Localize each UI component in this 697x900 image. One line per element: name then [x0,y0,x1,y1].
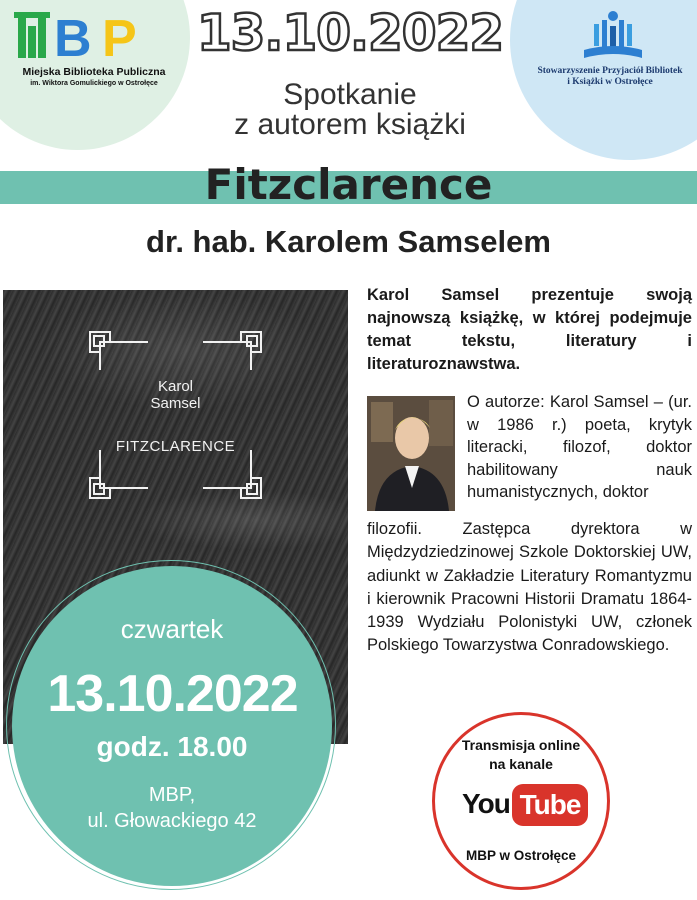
author-photo [367,396,455,511]
stream-channel: MBP w Ostrołęce [465,848,577,863]
author-photo-illustration [367,396,455,511]
mbp-name: Miejska Biblioteka Publiczna [22,66,166,78]
stream-text-line2: na kanale [489,756,553,772]
youtube-logo-tube: Tube [519,789,581,820]
society-book-logo [578,6,648,64]
header-date: 13.10.2022 [196,4,504,62]
event-day: czwartek [120,614,224,644]
subtitle-line2: z autorem książki [234,108,466,141]
event-time: godz. 18.00 [96,731,248,762]
event-place [12,782,332,834]
svg-text:B: B [54,10,92,60]
stream-text-line1: Transmisja online [461,737,581,753]
about-author: O autorze: Karol Samsel – (ur. w 1986 r.) poeta, krytyk literacki, filozof, doktor habilitowany nauk humanistycznych, doktor [467,393,692,501]
mbp-logo [14,6,164,60]
cover-frame-ornament [88,330,263,500]
cover-author [3,378,348,412]
subtitle-line1: Spotkanie [283,78,417,111]
intro-text: Karol Samsel prezentuje swoją najnowszą książkę, w której podejmuje temat tekstu, literatury i literaturoznawstwa. [367,286,692,373]
stream-text [432,736,610,774]
society-name [524,66,696,88]
cover-author-first: Karol [157,378,194,395]
youtube-logo-you: You [462,788,510,819]
about-author-continued: filozofii. Zastępca dyrektora w Międzydziedzinowej Szkole Doktorskiej UW, adiunkt w Zakładzie Literatury Romantyzmu i kierownik Pracowni Historii Dramatu 1864-1939 Wydziału Polonistyki UW, członek Polskiego Towarzystwa Conradowskiego. [367,520,692,655]
header-subtitle [190,80,510,140]
event-place-line1: MBP, [148,784,196,806]
mbp-subtitle: im. Wiktora Gomulickiego w Ostrołęce [30,80,158,87]
book-title: Fitzclarence [204,160,493,209]
society-name-line1: Stowarzyszenie Przyjaciół Bibliotek [537,66,683,76]
svg-text:P: P [102,10,137,60]
society-name-line2: i Książki w Ostrołęce [567,77,653,87]
author-line: dr. hab. Karolem Samselem [146,224,551,259]
cover-title: FITZCLARENCE [115,438,236,455]
cover-author-last: Samsel [150,395,201,412]
event-place-line2: ul. Głowackiego 42 [87,810,257,832]
event-date: 13.10.2022 [47,665,298,723]
